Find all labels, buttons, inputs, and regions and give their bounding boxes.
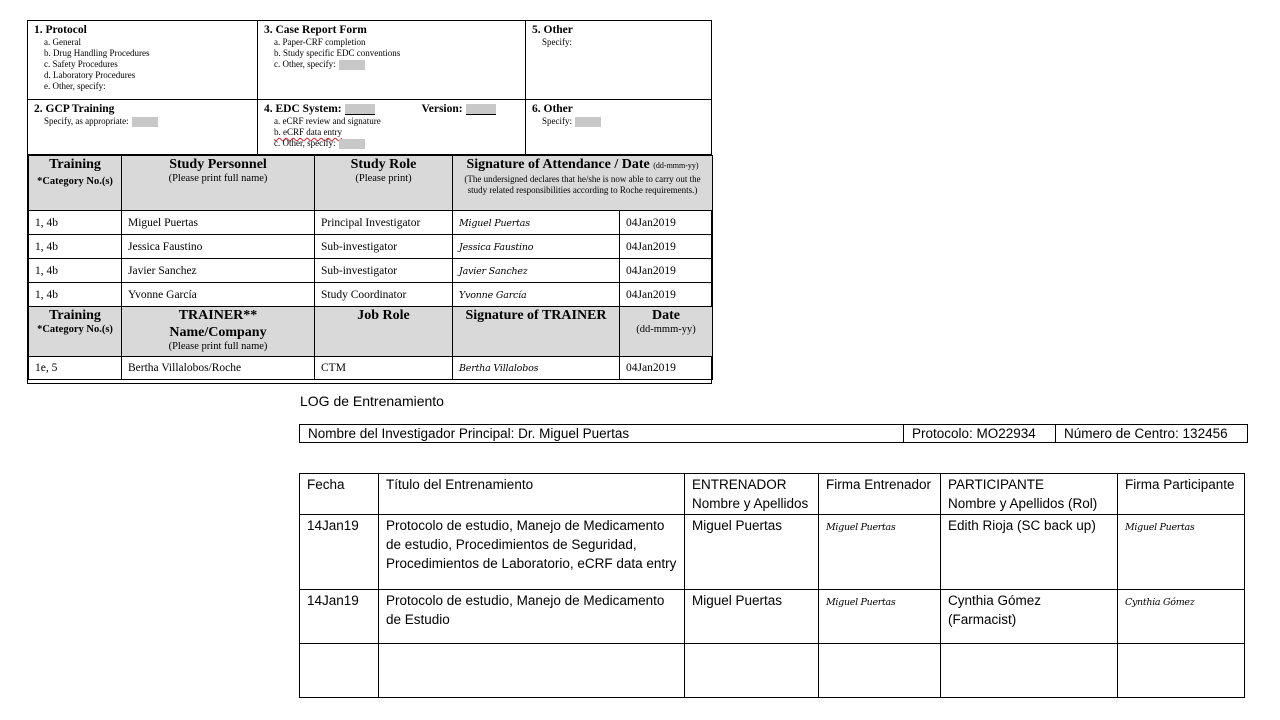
date-cell: 04Jan2019	[620, 283, 713, 307]
category-2-specify: Specify, as appropriate:	[44, 116, 251, 127]
version-label: Version:	[421, 103, 463, 115]
name-cell: Yvonne García	[122, 283, 315, 307]
firma-entrenador-header: Firma Entrenador	[819, 474, 941, 515]
personnel-table	[28, 155, 713, 380]
trainer-header-row	[29, 307, 713, 357]
study-personnel-header: Study Personnel (Please print full name)	[122, 156, 315, 211]
trainer-name-header: TRAINER** Name/Company (Please print full name)	[122, 307, 315, 357]
job-role-header: Job Role	[315, 307, 453, 357]
log-title: LOG de Entrenamiento	[300, 393, 444, 409]
trainer-row	[29, 357, 713, 380]
titulo-cell: Protocolo de estudio, Manejo de Medicamento de Estudio	[379, 590, 685, 644]
category-4-item: a. eCRF review and signature	[274, 116, 381, 126]
handwritten-signature: Yvonne García	[459, 289, 527, 301]
category-cell: 1, 4b	[29, 259, 122, 283]
titulo-cell: Protocolo de estudio, Manejo de Medicamento de estudio, Procedimientos de Seguridad, Procedimientos de Laboratorio, eCRF data entry	[379, 515, 685, 590]
date-cell: 04Jan2019	[620, 235, 713, 259]
firma-participante-cell	[1118, 515, 1245, 590]
specify-field[interactable]	[339, 60, 365, 70]
personnel-row	[29, 211, 713, 235]
trainer-signature-header: Signature of TRAINER	[453, 307, 620, 357]
category-1-title: 1. Protocol	[34, 24, 87, 36]
fecha-cell: 14Jan19	[300, 515, 379, 590]
specify-field[interactable]	[132, 117, 158, 127]
titulo-cell[interactable]	[379, 644, 685, 698]
study-role-header: Study Role (Please print)	[315, 156, 453, 211]
training-category-header: Training *Category No.(s)	[29, 156, 122, 211]
category-2-gcp	[28, 100, 258, 155]
handwritten-signature: Bertha Villalobos	[459, 363, 539, 374]
category-5-specify: Specify:	[542, 37, 572, 47]
entrenador-header: ENTRENADOR Nombre y Apellidos	[685, 474, 819, 515]
participante-cell: Edith Rioja (SC back up)	[941, 515, 1118, 590]
firma-participante-cell[interactable]	[1118, 644, 1245, 698]
protocol-number: Protocolo: MO22934	[903, 425, 1055, 442]
signature-cell	[453, 259, 620, 283]
category-1-item: b. Drug Handling Procedures	[44, 48, 150, 58]
log-header-info	[299, 424, 1248, 443]
category-1-item: e. Other, specify:	[44, 81, 106, 91]
entrenador-cell: Miguel Puertas	[685, 590, 819, 644]
category-3-item: c. Other, specify:	[274, 59, 519, 70]
category-5-other	[526, 21, 711, 100]
category-4-item: c. Other, specify:	[274, 138, 519, 149]
firma-participante-cell	[1118, 590, 1245, 644]
titulo-header: Título del Entrenamiento	[379, 474, 685, 515]
edc-system-field[interactable]	[345, 104, 375, 115]
date-cell: 04Jan2019	[620, 357, 713, 380]
training-categories	[28, 21, 711, 155]
fecha-header: Fecha	[300, 474, 379, 515]
handwritten-signature: Miguel Puertas	[459, 217, 530, 229]
handwritten-signature: Javier Sanchez	[459, 265, 528, 277]
category-1-item: a. General	[44, 37, 81, 47]
signature-attendance-header: Signature of Attendance / Date (dd-mmm-yy) (The undersigned declares that he/she is now able to carry out the study related responsibilities according to Roche requirements.)	[453, 156, 713, 211]
category-6-specify: Specify:	[542, 116, 705, 127]
participante-cell[interactable]	[941, 644, 1118, 698]
specify-field[interactable]	[575, 117, 601, 127]
personnel-row	[29, 283, 713, 307]
specify-field[interactable]	[339, 139, 365, 149]
signature-cell	[453, 235, 620, 259]
investigator-name: Nombre del Investigador Principal: Dr. Miguel Puertas	[308, 426, 630, 441]
date-cell: 04Jan2019	[620, 211, 713, 235]
name-cell: Jessica Faustino	[122, 235, 315, 259]
job-role-cell: CTM	[315, 357, 453, 380]
handwritten-signature: Jessica Faustino	[459, 241, 534, 253]
log-row	[300, 515, 1245, 590]
log-row	[300, 590, 1245, 644]
date-header: Date (dd-mmm-yy)	[620, 307, 713, 357]
category-1-item: c. Safety Procedures	[44, 59, 118, 69]
category-6-title: 6. Other	[532, 103, 573, 115]
firma-entrenador-cell	[819, 515, 941, 590]
category-5-title: 5. Other	[532, 24, 573, 36]
category-cell: 1, 4b	[29, 235, 122, 259]
signature-cell	[453, 211, 620, 235]
training-log-table	[299, 473, 1245, 698]
category-3-crf	[258, 21, 526, 100]
firma-entrenador-cell	[819, 590, 941, 644]
firma-participante-header: Firma Participante	[1118, 474, 1245, 515]
handwritten-signature: Cynthia Gómez	[1125, 597, 1195, 608]
participante-cell: Cynthia Gómez (Farmacist)	[941, 590, 1118, 644]
signature-cell	[453, 357, 620, 380]
entrenador-cell: Miguel Puertas	[685, 515, 819, 590]
date-cell: 04Jan2019	[620, 259, 713, 283]
log-header-row	[300, 474, 1245, 515]
category-6-other	[526, 100, 711, 155]
category-2-title: 2. GCP Training	[34, 103, 115, 115]
log-row-empty	[300, 644, 1245, 698]
participante-header: PARTICIPANTE Nombre y Apellidos (Rol)	[941, 474, 1118, 515]
handwritten-signature: Miguel Puertas	[1125, 522, 1195, 533]
category-1-item: d. Laboratory Procedures	[44, 70, 136, 80]
role-cell: Sub-investigator	[315, 259, 453, 283]
category-4-edc	[258, 100, 526, 155]
category-3-item: a. Paper-CRF completion	[274, 37, 366, 47]
role-cell: Sub-investigator	[315, 235, 453, 259]
category-cell: 1, 4b	[29, 211, 122, 235]
category-3-title: 3. Case Report Form	[264, 24, 367, 36]
handwritten-signature: Miguel Puertas	[826, 522, 896, 533]
name-cell: Javier Sanchez	[122, 259, 315, 283]
training-attendance-form	[27, 20, 712, 384]
firma-entrenador-cell[interactable]	[819, 644, 941, 698]
center-number: Número de Centro: 132456	[1055, 425, 1247, 442]
category-4-item: b. eCRF data entry	[274, 127, 342, 137]
handwritten-signature: Miguel Puertas	[826, 597, 896, 608]
role-cell: Study Coordinator	[315, 283, 453, 307]
entrenador-cell[interactable]	[685, 644, 819, 698]
trainer-name-cell: Bertha Villalobos/Roche	[122, 357, 315, 380]
personnel-row	[29, 259, 713, 283]
name-cell: Miguel Puertas	[122, 211, 315, 235]
category-1-protocol	[28, 21, 258, 100]
signature-cell	[453, 283, 620, 307]
fecha-cell: 14Jan19	[300, 590, 379, 644]
training-category-header: Training *Category No.(s)	[29, 307, 122, 357]
category-cell: 1, 4b	[29, 283, 122, 307]
category-3-item: b. Study specific EDC conventions	[274, 48, 401, 58]
role-cell: Principal Investigator	[315, 211, 453, 235]
personnel-header-row	[29, 156, 713, 211]
version-field[interactable]	[466, 104, 496, 115]
category-4-title: 4. EDC System: Version:	[264, 102, 519, 116]
personnel-row	[29, 235, 713, 259]
fecha-cell[interactable]	[300, 644, 379, 698]
category-cell: 1e, 5	[29, 357, 122, 380]
